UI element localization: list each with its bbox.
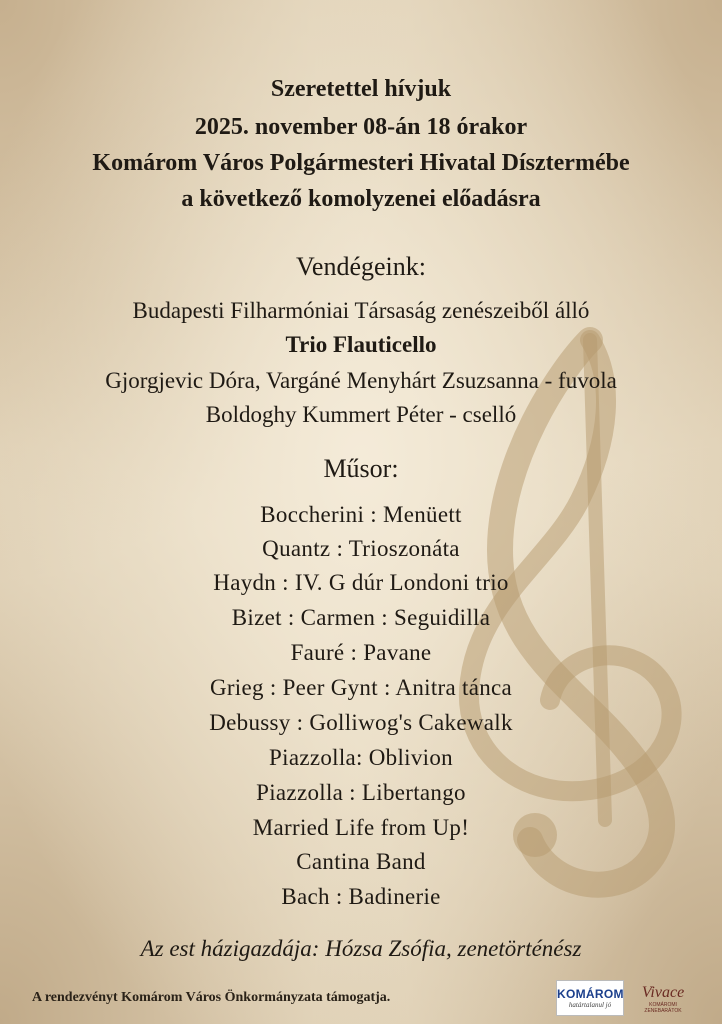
program-item: Boccherini : Menüett [260, 502, 462, 527]
program-item: Quantz : Trioszonáta [262, 536, 460, 561]
program-item: Bizet : Carmen : Seguidilla [231, 605, 491, 630]
vivace-logo [634, 974, 692, 1018]
vivace-logo-subtitle: KOMÁROMI ZENEBARÁTOK [644, 1002, 682, 1014]
program-item: Fauré : Pavane [290, 640, 432, 665]
program-item: Married Life from Up! [252, 815, 470, 840]
program-item: Bach : Badinerie [281, 884, 441, 909]
program-item: Piazzolla: Oblivion [269, 745, 453, 770]
header-line-date: 2025. november 08-án 18 órakor [194, 114, 528, 140]
program-item: Cantina Band [296, 849, 426, 874]
program-title: Műsor: [323, 454, 399, 483]
komarom-logo-title: KOMÁROM [557, 987, 624, 1001]
header-line-invite: Szeretettel hívjuk [270, 76, 452, 102]
guests-ensemble: Trio Flauticello [285, 332, 437, 357]
sponsor-note: A rendezvényt Komárom Város Önkormányzata támogatja. [32, 990, 391, 1005]
guests-members-flute: Gjorgjevic Dóra, Vargáné Menyhárt Zsuzsanna - fuvola [105, 368, 617, 393]
header-line-event: a következő komolyzenei előadásra [181, 186, 541, 212]
guests-intro: Budapesti Filharmóniai Társaság zenészeiből álló [132, 298, 590, 323]
program-item: Haydn : IV. G dúr Londoni trio [213, 570, 509, 595]
vivace-logo-title: Vivace [641, 984, 685, 1001]
guests-members-cello: Boldoghy Kummert Péter - cselló [205, 402, 517, 427]
komarom-logo-slogan: határtalanul jó [568, 1001, 612, 1009]
guests-title: Vendégeink: [296, 252, 426, 281]
program-item: Debussy : Golliwog's Cakewalk [209, 710, 513, 735]
event-host: Az est házigazdája: Hózsa Zsófia, zenetörténész [140, 936, 582, 961]
header-line-venue: Komárom Város Polgármesteri Hivatal Dísztermébe [92, 150, 630, 176]
program-item: Grieg : Peer Gynt : Anitra tánca [209, 675, 513, 700]
komarom-logo [556, 980, 624, 1016]
program-item: Piazzolla : Libertango [256, 780, 466, 805]
